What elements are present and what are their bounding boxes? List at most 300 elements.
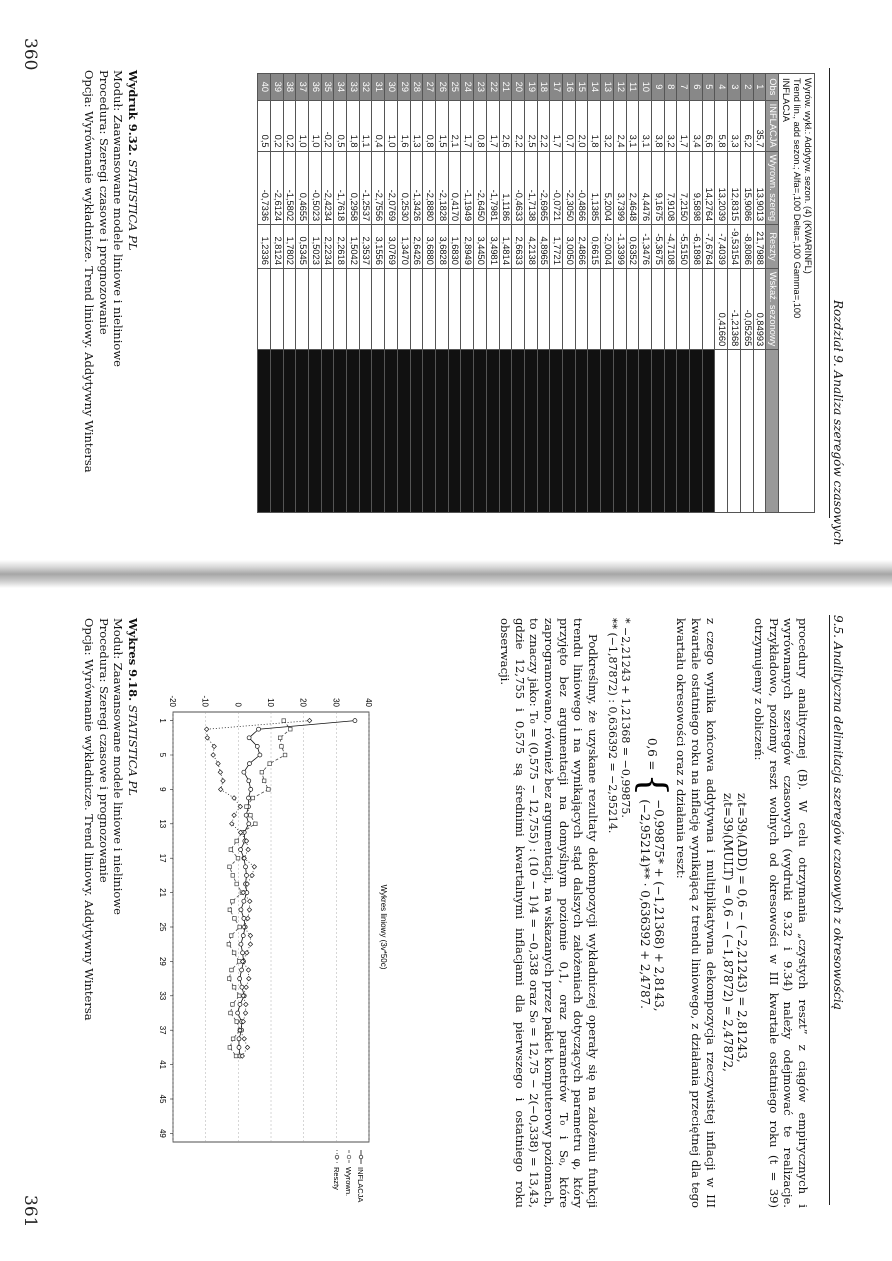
- table-cell: [270, 268, 283, 349]
- left-caption: [82, 70, 140, 510]
- obs-cell: 5: [702, 74, 715, 101]
- table-row: [270, 74, 283, 513]
- table-cell: [651, 268, 664, 349]
- data-point: [244, 1002, 248, 1006]
- data-point: [236, 856, 240, 860]
- table-cell: -0,05265: [740, 268, 753, 349]
- filler-cell: [537, 350, 550, 513]
- caption-line: Opcja: Wyrównanie wykładnicze. Trend liniowy. Addytywny Wintersa: [82, 618, 97, 1021]
- table-cell: [385, 268, 398, 349]
- table-cell: 0,6352: [626, 225, 639, 269]
- table-cell: 3,1556: [372, 225, 385, 269]
- right-running-head: 9.5. Analityczna delimitacja szeregów czasowych z okresowością: [831, 615, 845, 1010]
- table-cell: 0,41660: [715, 268, 728, 349]
- data-point: [245, 1045, 249, 1049]
- data-point: [240, 968, 244, 972]
- data-point: [241, 934, 245, 938]
- filler-cell: [448, 350, 461, 513]
- table-cell: [601, 268, 614, 349]
- filler-cell: [740, 350, 753, 513]
- table-cell: 4,8965: [537, 225, 550, 269]
- table-row: [651, 74, 664, 513]
- data-point: [232, 951, 236, 955]
- left-running-head: Rozdział 9. Analiza szeregów czasowych: [831, 300, 845, 546]
- table-cell: 1,3470: [397, 225, 410, 269]
- table-cell: 0,8: [423, 100, 436, 151]
- table-cell: 2,1: [448, 100, 461, 151]
- filler-cell: [347, 350, 360, 513]
- filler-cell: [436, 350, 449, 513]
- obs-cell: 4: [715, 74, 728, 101]
- table-cell: 1,6: [397, 100, 410, 151]
- obs-cell: 40: [258, 74, 271, 101]
- data-point: [248, 942, 252, 946]
- filler-cell: [512, 350, 525, 513]
- table-cell: 5,2004: [601, 151, 614, 225]
- data-point: [237, 1045, 241, 1049]
- table-cell: 2,8124: [270, 225, 283, 269]
- legend-marker: [335, 1155, 339, 1159]
- table-cell: 0,84993: [753, 268, 766, 349]
- table-cell: [702, 268, 715, 349]
- table-cell: -8,8086: [740, 225, 753, 269]
- table-cell: 0,7: [563, 100, 576, 151]
- paragraph: procedury analitycznej (B). W celu otrzymania „czystych reszt” z ciągów empirycznych i wyrównanych szeregów czasowych (wydruki 9.32 i 9.34) należy odejmować te realizacje. Przykładowo, poziomy reszt wolnych od okresowości w III kwartale ostatniego roku (t = 39) otrzymujemy z obliczeń:: [752, 618, 810, 1208]
- data-point: [216, 761, 220, 765]
- data-point: [288, 727, 292, 731]
- data-point: [247, 779, 251, 783]
- caption-line: Procedura: Szeregi czasowe i prognozowanie: [97, 618, 111, 883]
- table-cell: 2,2: [512, 100, 525, 151]
- x-tick-label: 37: [158, 1025, 167, 1035]
- table-row: [588, 74, 601, 513]
- table-cell: 13,2039: [715, 151, 728, 225]
- table-cell: -7,4039: [715, 225, 728, 269]
- data-point: [248, 899, 252, 903]
- data-point: [246, 916, 250, 920]
- caption-line: Opcja: Wyrównanie wykładnicze. Trend liniowy. Addytywny Wintersa: [82, 70, 97, 473]
- table-row: [296, 74, 309, 513]
- table-cell: 2,2234: [321, 225, 334, 269]
- table-cell: 4,2138: [524, 225, 537, 269]
- table-cell: 1,1385: [588, 151, 601, 225]
- table-cell: 1,5: [436, 100, 449, 151]
- table-cell: 0,2958: [347, 151, 360, 225]
- table-row: [474, 74, 487, 513]
- filler-cell: [715, 350, 728, 513]
- table-cell: -2,0004: [601, 225, 614, 269]
- data-point: [247, 762, 251, 766]
- filler-cell: [385, 350, 398, 513]
- table-cell: -0,4633: [512, 151, 525, 225]
- table-row: [613, 74, 626, 513]
- table-cell: [486, 268, 499, 349]
- left-header-rule: [829, 68, 830, 518]
- table-row: [448, 74, 461, 513]
- obs-cell: 28: [410, 74, 423, 101]
- table-cell: -0,0721: [550, 151, 563, 225]
- table-cell: 2,4: [613, 100, 626, 151]
- table-cell: 3,8: [651, 100, 664, 151]
- table-cell: 6,2: [740, 100, 753, 151]
- table-row: [524, 74, 537, 513]
- data-point: [204, 727, 208, 731]
- table-cell: -0,7336: [258, 151, 271, 225]
- table-row: [359, 74, 372, 513]
- table-row: [639, 74, 652, 513]
- table-cell: 0,5: [334, 100, 347, 151]
- obs-cell: 6: [690, 74, 703, 101]
- paragraph: z czego wynika końcowa addytywna i multiplikatywna dekompozycja rzeczywistej inflacji w III kwartale ostatniego roku na inflację wynikającą z trendu liniowego, z działania przeciętnej dla tego kwartału okresowości oraz z działania reszt:: [674, 618, 718, 1208]
- obs-cell: 23: [474, 74, 487, 101]
- table-title-line: Trend lin., add sezon.; Alfa=,100 Delta=,100 Gamma=,100: [792, 78, 802, 319]
- filler-cell: [550, 350, 563, 513]
- obs-cell: 15: [575, 74, 588, 101]
- table-cell: -9,53154: [728, 225, 741, 269]
- table-cell: 1,2336: [258, 225, 271, 269]
- table-cell: [639, 268, 652, 349]
- x-tick-label: 21: [158, 888, 167, 898]
- table-cell: 0,4170: [448, 151, 461, 225]
- table-cell: 3,4: [690, 100, 703, 151]
- table-cell: 1,0: [385, 100, 398, 151]
- filler-cell: [753, 350, 766, 513]
- obs-cell: 2: [740, 74, 753, 101]
- table-cell: 15,9086: [740, 151, 753, 225]
- table-cell: [588, 268, 601, 349]
- table-title-line: INFLACJA: [781, 78, 791, 122]
- obs-cell: 10: [639, 74, 652, 101]
- table-cell: [436, 268, 449, 349]
- data-point: [244, 865, 248, 869]
- table-cell: 0,2: [270, 100, 283, 151]
- obs-cell: 25: [448, 74, 461, 101]
- table-cell: 3,2: [664, 100, 677, 151]
- table-cell: 9,5898: [690, 151, 703, 225]
- obs-cell: 9: [651, 74, 664, 101]
- x-tick-label: 45: [158, 1094, 167, 1104]
- table-cell: [499, 268, 512, 349]
- table-cell: [372, 268, 385, 349]
- table-cell: 3,3: [728, 100, 741, 151]
- obs-cell: 13: [601, 74, 614, 101]
- table-cell: 0,2530: [397, 151, 410, 225]
- obs-cell: 22: [486, 74, 499, 101]
- obs-cell: 29: [397, 74, 410, 101]
- table-row: [677, 74, 690, 513]
- table-row: [601, 74, 614, 513]
- table-cell: -2,7556: [372, 151, 385, 225]
- equation-lhs: 0,6 =: [644, 738, 659, 771]
- data-point: [231, 1003, 235, 1007]
- table-cell: 0,6615: [588, 225, 601, 269]
- data-point: [267, 788, 271, 792]
- footnote: ** (−1,87872) : 0,636392 = −2,95214.: [605, 618, 619, 834]
- data-point: [245, 805, 249, 809]
- table-row: [347, 74, 360, 513]
- table-cell: -1,3476: [639, 225, 652, 269]
- obs-cell: 32: [359, 74, 372, 101]
- table-cell: [512, 268, 525, 349]
- obs-cell: 39: [270, 74, 283, 101]
- obs-cell: 38: [283, 74, 296, 101]
- table-cell: -2,6965: [537, 151, 550, 225]
- table-cell: 12,8315: [728, 151, 741, 225]
- table-row: [702, 74, 715, 513]
- table-cell: 3,1: [639, 100, 652, 151]
- filler-cell: [397, 350, 410, 513]
- filler-cell: [334, 350, 347, 513]
- equation: (−2,95214)** · 0,636392 + 2,4787.: [637, 799, 652, 1009]
- column-header: Wyrown. szereg: [766, 151, 779, 225]
- data-point: [232, 985, 236, 989]
- table-cell: 5,8: [715, 100, 728, 151]
- data-point: [238, 1002, 242, 1006]
- right-caption: [82, 618, 140, 1058]
- table-cell: [334, 268, 347, 349]
- filler-cell: [651, 350, 664, 513]
- table-cell: -2,3050: [563, 151, 576, 225]
- obs-cell: 11: [626, 74, 639, 101]
- data-point: [241, 951, 245, 955]
- filler-cell: [359, 350, 372, 513]
- data-point: [236, 1011, 240, 1015]
- table-cell: 6,6: [702, 100, 715, 151]
- data-point: [227, 977, 231, 981]
- table-row: [626, 74, 639, 513]
- legend-label: INFLACJA: [356, 1167, 365, 1203]
- obs-cell: 36: [308, 74, 321, 101]
- data-point: [268, 762, 272, 766]
- filler-cell: [524, 350, 537, 513]
- data-point: [255, 744, 259, 748]
- table-cell: -7,6764: [702, 225, 715, 269]
- table-row: [423, 74, 436, 513]
- table-cell: [690, 268, 703, 349]
- table-cell: 1,0: [308, 100, 321, 151]
- table-cell: -0,2: [321, 100, 334, 151]
- data-point: [229, 934, 233, 938]
- table-cell: [613, 268, 626, 349]
- table-cell: 1,7721: [550, 225, 563, 269]
- table-cell: 14,2764: [702, 151, 715, 225]
- column-header: INFLACJA: [766, 100, 779, 151]
- data-point: [228, 865, 232, 869]
- data-point: [235, 839, 239, 843]
- table-cell: [461, 268, 474, 349]
- table-cell: 2,6426: [410, 225, 423, 269]
- table-cell: 1,7: [486, 100, 499, 151]
- obs-cell: 21: [499, 74, 512, 101]
- table-row: [753, 74, 766, 513]
- table-cell: -1,7138: [524, 151, 537, 225]
- table-header-row: [766, 74, 779, 513]
- data-point: [307, 718, 311, 722]
- filler-cell: [283, 350, 296, 513]
- filler-cell: [601, 350, 614, 513]
- table-cell: [524, 268, 537, 349]
- table-cell: -2,6450: [474, 151, 487, 225]
- obs-cell: 18: [537, 74, 550, 101]
- table-cell: 3,0050: [563, 225, 576, 269]
- data-point: [280, 745, 284, 749]
- data-point: [243, 1011, 247, 1015]
- data-point: [245, 951, 249, 955]
- obs-cell: 8: [664, 74, 677, 101]
- filler-cell: [575, 350, 588, 513]
- data-point: [239, 942, 243, 946]
- data-point: [235, 1020, 239, 1024]
- data-point: [246, 796, 250, 800]
- table-cell: [347, 268, 360, 349]
- y-tick-label: 30: [331, 698, 341, 707]
- data-point: [242, 770, 246, 774]
- obs-cell: 17: [550, 74, 563, 101]
- data-point: [282, 719, 286, 723]
- data-point: [246, 847, 250, 851]
- data-point: [258, 753, 262, 757]
- data-point: [233, 917, 237, 921]
- table-cell: [423, 268, 436, 349]
- legend-marker: [347, 1155, 351, 1159]
- table-cell: 2,4648: [626, 151, 639, 225]
- table-row: [575, 74, 588, 513]
- x-tick-label: 9: [158, 787, 167, 792]
- obs-cell: 3: [728, 74, 741, 101]
- table-cell: 0,4: [372, 100, 385, 151]
- table-row: [550, 74, 563, 513]
- right-page-number: 361: [20, 1195, 40, 1228]
- table-cell: 4,4476: [639, 151, 652, 225]
- filler-cell: [728, 350, 741, 513]
- table-cell: 7,9108: [664, 151, 677, 225]
- table-cell: [563, 268, 576, 349]
- data-point: [231, 899, 235, 903]
- data-point: [235, 882, 239, 886]
- table-cell: 2,6633: [512, 225, 525, 269]
- table-title: [779, 73, 815, 513]
- table-cell: -2,0769: [385, 151, 398, 225]
- table-cell: 1,8: [588, 100, 601, 151]
- table-cell: 1,5042: [347, 225, 360, 269]
- table-cell: 1,6830: [448, 225, 461, 269]
- y-tick-label: 40: [364, 698, 373, 707]
- data-point: [247, 976, 251, 980]
- data-point: [247, 822, 251, 826]
- table-row: [690, 74, 703, 513]
- table-row: [715, 74, 728, 513]
- filler-cell: [664, 350, 677, 513]
- table-cell: 3,2: [601, 100, 614, 151]
- obs-cell: 30: [385, 74, 398, 101]
- data-point: [262, 779, 266, 783]
- table-cell: 3,1: [626, 100, 639, 151]
- right-text-block: [498, 618, 810, 1208]
- table-row: [563, 74, 576, 513]
- x-tick-label: 33: [158, 991, 167, 1001]
- footnote: * −2,21243 + 1,21368 = −0,99875.: [618, 618, 632, 818]
- table-cell: -1,5802: [283, 151, 296, 225]
- obs-cell: 14: [588, 74, 601, 101]
- table-cell: 3,0769: [385, 225, 398, 269]
- y-tick-label: 0: [233, 702, 243, 707]
- table-cell: 1,7802: [283, 225, 296, 269]
- data-point: [230, 968, 234, 972]
- table-cell: 2,0: [575, 100, 588, 151]
- data-point: [245, 873, 249, 877]
- statistica-output-table: [257, 73, 815, 513]
- x-tick-label: 1: [158, 718, 167, 723]
- equation: z₍t=39₎(ADD) = 0,6 − (−2,21243) = 2,81243,: [734, 793, 749, 1063]
- table-row: [321, 74, 334, 513]
- table-cell: [664, 268, 677, 349]
- table-cell: -1,7981: [486, 151, 499, 225]
- data-point: [238, 977, 242, 981]
- table-cell: 13,9013: [753, 151, 766, 225]
- data-point: [239, 848, 243, 852]
- table-row: [258, 74, 271, 513]
- table-cell: 7,2150: [677, 151, 690, 225]
- data-point: [211, 753, 215, 757]
- table-cell: 2,3537: [359, 225, 372, 269]
- table-row: [410, 74, 423, 513]
- table-cell: [258, 268, 271, 349]
- table-title-line: Wyrów. wykł.: Addytyw. sezon. (4) (KWARINFL): [803, 78, 813, 274]
- left-page-header: [831, 300, 845, 546]
- filler-cell: [321, 350, 334, 513]
- table-row: [372, 74, 385, 513]
- obs-cell: 26: [436, 74, 449, 101]
- table-cell: 3,6828: [436, 225, 449, 269]
- data-point: [238, 925, 242, 929]
- data-point: [242, 899, 246, 903]
- table-cell: 9,1675: [651, 151, 664, 225]
- filler-cell: [410, 350, 423, 513]
- table-cell: -6,1898: [690, 225, 703, 269]
- data-point: [228, 1046, 232, 1050]
- table-cell: 1,7: [550, 100, 563, 151]
- data-point: [240, 985, 244, 989]
- table-cell: [321, 268, 334, 349]
- y-tick-label: 10: [266, 698, 275, 707]
- table-row: [334, 74, 347, 513]
- right-header-rule: [829, 615, 830, 1205]
- obs-cell: 12: [613, 74, 626, 101]
- y-tick-label: -20: [168, 695, 177, 707]
- obs-cell: 33: [347, 74, 360, 101]
- table-row: [397, 74, 410, 513]
- table-cell: [677, 268, 690, 349]
- table-cell: 35,7: [753, 100, 766, 151]
- table-cell: -1,2537: [359, 151, 372, 225]
- table-cell: [410, 268, 423, 349]
- table-cell: [626, 268, 639, 349]
- filler-cell: [690, 350, 703, 513]
- table-cell: [448, 268, 461, 349]
- filler-cell: [499, 350, 512, 513]
- table-row: [486, 74, 499, 513]
- filler-cell: [474, 350, 487, 513]
- filler-column: [766, 350, 779, 513]
- obs-cell: 16: [563, 74, 576, 101]
- table-row: [664, 74, 677, 513]
- table-cell: -1,21368: [728, 268, 741, 349]
- equation: z₍t=39₎(MULT) = 0,6 − (−1,87872) = 2,47872,: [720, 793, 735, 1072]
- obs-cell: 27: [423, 74, 436, 101]
- data-point: [231, 1037, 235, 1041]
- table-row: [461, 74, 474, 513]
- x-tick-label: 41: [158, 1060, 167, 1070]
